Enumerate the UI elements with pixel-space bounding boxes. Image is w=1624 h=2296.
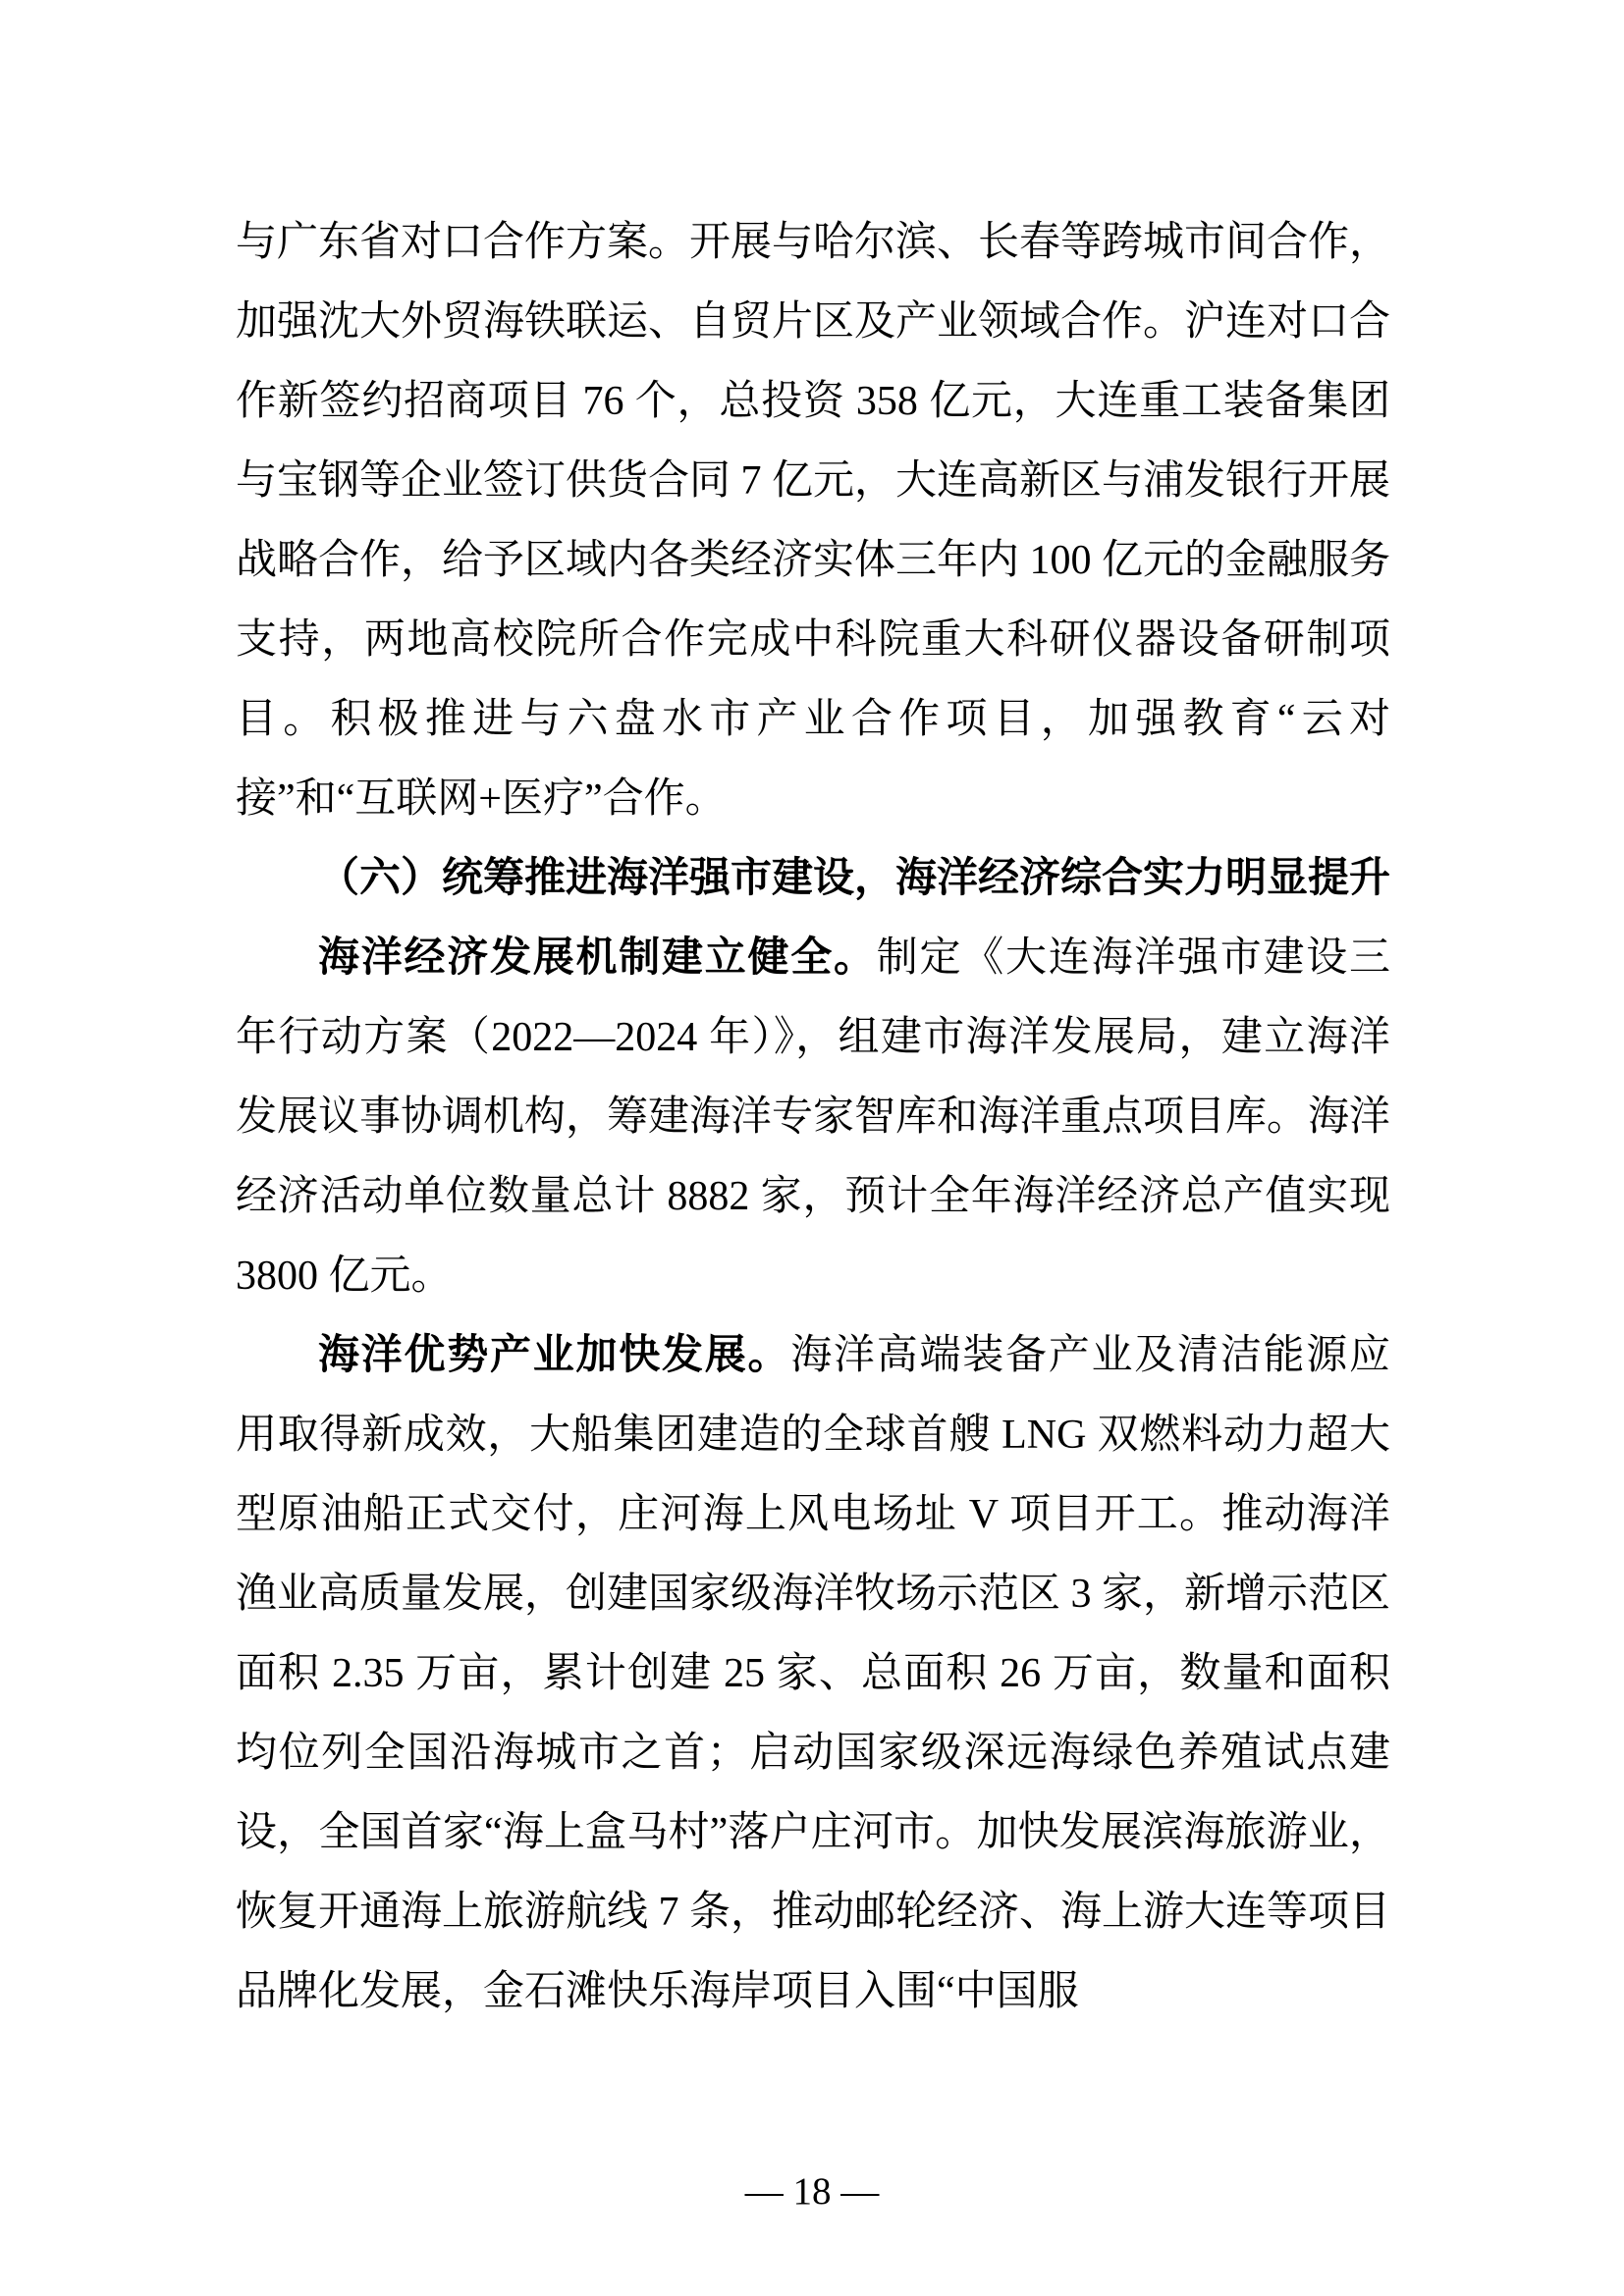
paragraph-lead-in: 海洋经济发展机制建立健全。 (318, 935, 877, 981)
marine-mechanism-paragraph (236, 919, 1390, 1316)
paragraph-text: 海洋高端装备产业及清洁能源应用取得新成效，大船集团建造的全球首艘 LNG 双燃料动力超大型原油船正式交付，庄河海上风电场址 V 项目开工。推动海洋渔业高质量发展，创建国家级海洋牧场示范区 3 家，新增示范区面积 2.35 万亩，累计创建 25 家、总面积 26 万亩，数量和面积均位列全国沿海城市之首；启动国家级深远海绿色养殖试点建设，全国首家“海上盒马村”落户庄河市。加快发展滨海旅游业，恢复开通海上旅游航线 7 条，推动邮轮经济、海上游大连等项目品牌化发展，金石滩快乐海岸项目入围“中国服 (236, 1333, 1391, 2014)
paragraph-text: 与广东省对口合作方案。开展与哈尔滨、长春等跨城市间合作，加强沈大外贸海铁联运、自贸片区及产业领域合作。沪连对口合作新签约招商项目 76 个，总投资 358 亿元，大连重工装备集团与宝钢等企业签订供货合同 7 亿元，大连高新区与浦发银行开展战略合作，给予区域内各类经济实体三年内 100 亿元的金融服务支持，两地高校院所合作完成中科院重大科研仪器设备研制项目。积极推进与六盘水市产业合作项目，加强教育“云对接”和“互联网+医疗”合作。 (236, 220, 1391, 822)
document-body (236, 203, 1390, 2032)
paragraph-text: 制定《大连海洋强市建设三年行动方案（2022—2024 年）》，组建市海洋发展局，建立海洋发展议事协调机构，筹建海洋专家智库和海洋重点项目库。海洋经济活动单位数量总计 8882 家，预计全年海洋经济总产值实现 3800 亿元。 (236, 935, 1391, 1299)
section-heading-text: （六）统筹推进海洋强市建设，海洋经济综合实力明显提升 (318, 856, 1391, 901)
page-number: — 18 — (744, 2170, 880, 2213)
continuation-paragraph (236, 203, 1390, 839)
paragraph-lead-in: 海洋优势产业加快发展。 (318, 1333, 791, 1378)
marine-industry-paragraph (236, 1316, 1390, 2032)
section-heading (236, 839, 1390, 919)
